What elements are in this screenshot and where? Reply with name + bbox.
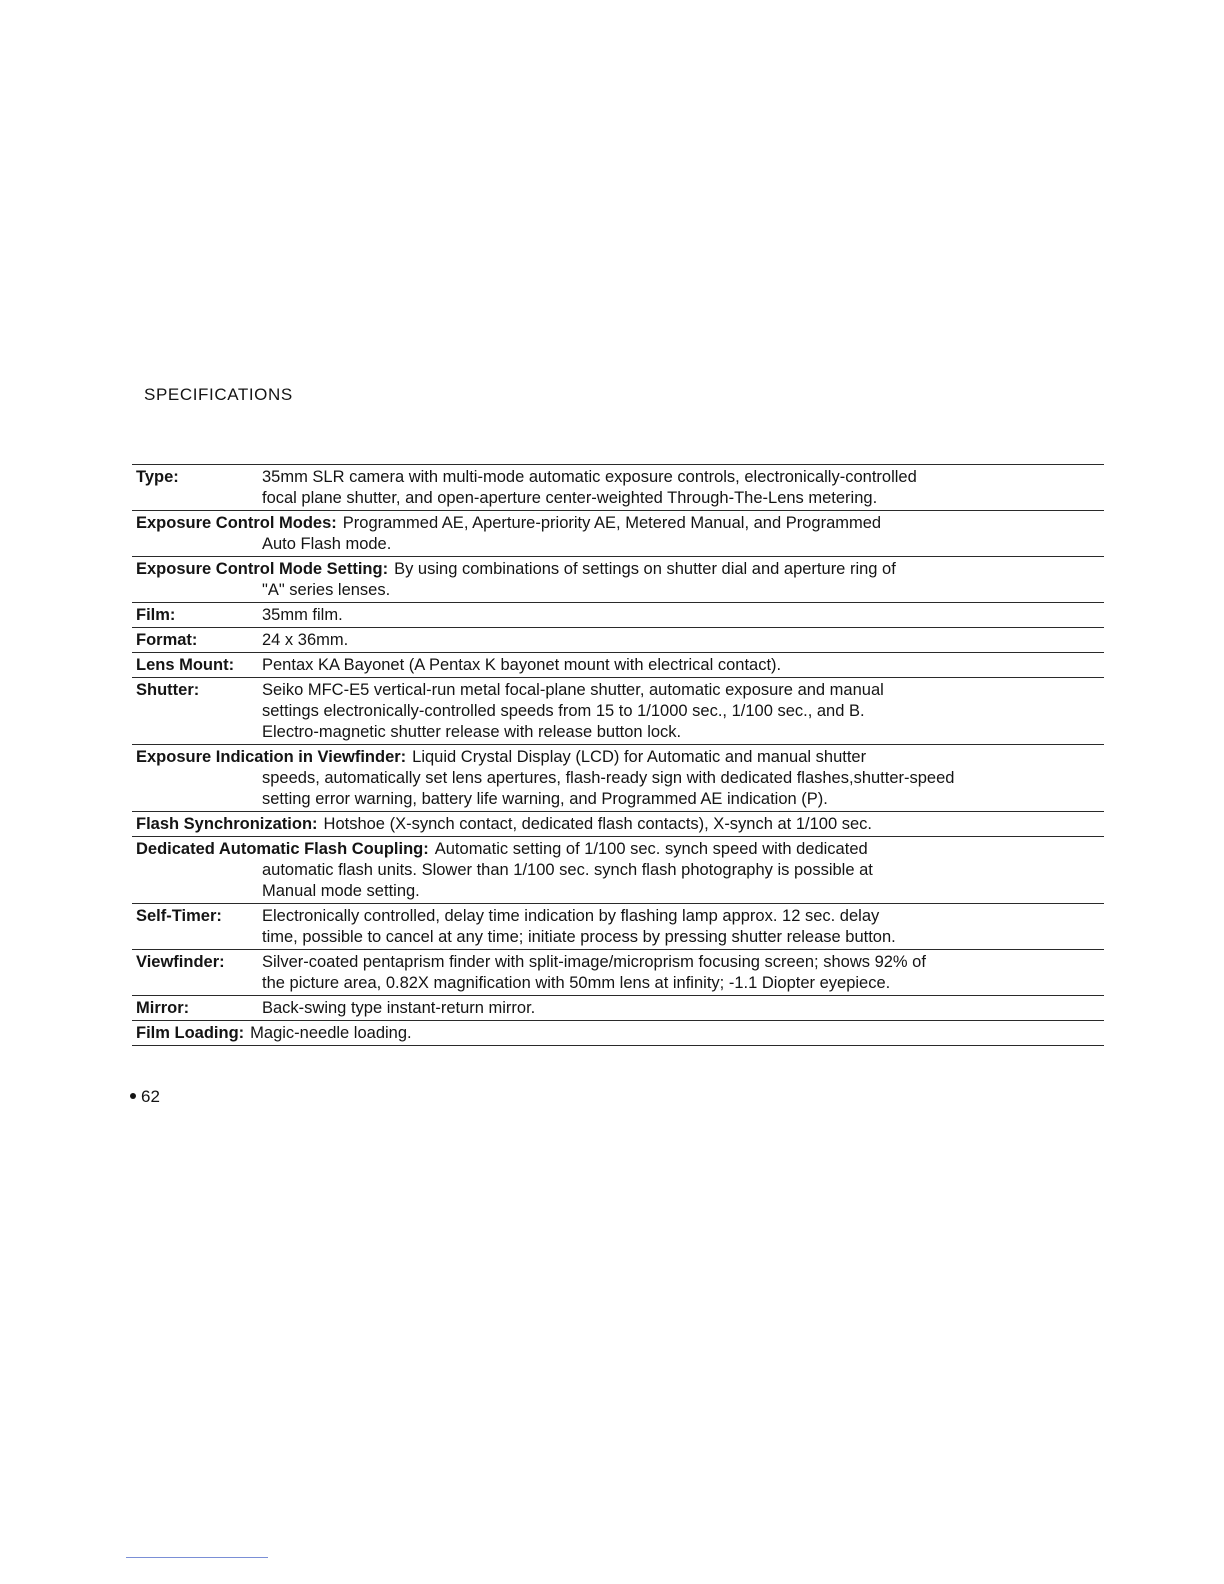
spec-row-flash-synchronization	[132, 811, 1104, 836]
spec-row-viewfinder	[132, 949, 1104, 995]
spec-text: Silver-coated pentaprism finder with split-image/microprism focusing screen; shows 92% of	[262, 953, 926, 971]
spec-label: Film Loading:	[136, 1024, 245, 1042]
spec-text: Auto Flash mode.	[262, 535, 392, 553]
spec-label: Dedicated Automatic Flash Coupling:	[136, 840, 429, 858]
bullet-icon	[130, 1093, 136, 1099]
spec-label: Mirror:	[136, 999, 190, 1017]
spec-row-film-loading	[132, 1020, 1104, 1046]
spec-text: Seiko MFC-E5 vertical-run metal focal-plane shutter, automatic exposure and manual	[262, 681, 884, 699]
spec-text: Hotshoe (X-synch contact, dedicated flash contacts), X-synch at 1/100 sec.	[323, 815, 872, 833]
spec-text: speeds, automatically set lens apertures, flash-ready sign with dedicated flashes,shutter-speed	[262, 769, 955, 787]
spec-text: Electronically controlled, delay time indication by flashing lamp approx. 12 sec. delay	[262, 907, 880, 925]
spec-text: 35mm film.	[262, 606, 343, 624]
spec-label: Self-Timer:	[136, 907, 222, 925]
spec-label: Exposure Control Mode Setting:	[136, 560, 389, 578]
spec-row-format	[132, 627, 1104, 652]
spec-label: Lens Mount:	[136, 656, 235, 674]
spec-row-shutter	[132, 677, 1104, 744]
spec-label: Type:	[136, 468, 179, 486]
bottom-divider	[126, 1557, 268, 1558]
spec-row-lens-mount	[132, 652, 1104, 677]
spec-text: Liquid Crystal Display (LCD) for Automatic and manual shutter	[412, 748, 867, 766]
spec-row-film	[132, 602, 1104, 627]
spec-text: Pentax KA Bayonet (A Pentax K bayonet mount with electrical contact).	[262, 656, 782, 674]
spec-text: Manual mode setting.	[262, 882, 420, 900]
spec-text: By using combinations of settings on shutter dial and aperture ring of	[394, 560, 896, 578]
spec-text: settings electronically-controlled speeds from 15 to 1/1000 sec., 1/100 sec., and B.	[262, 702, 865, 720]
spec-label: Exposure Indication in Viewfinder:	[136, 748, 407, 766]
spec-label: Viewfinder:	[136, 953, 225, 971]
spec-row-self-timer	[132, 903, 1104, 949]
spec-row-exposure-control-mode-setting	[132, 556, 1104, 602]
spec-text: 24 x 36mm.	[262, 631, 349, 649]
page-title: SPECIFICATIONS	[144, 385, 293, 404]
spec-text: the picture area, 0.82X magnification with 50mm lens at infinity; -1.1 Diopter eyepiece.	[262, 974, 891, 992]
spec-label: Shutter:	[136, 681, 200, 699]
page-number	[130, 1087, 160, 1107]
spec-row-exposure-control-modes	[132, 510, 1104, 556]
spec-row-type	[132, 464, 1104, 510]
spec-row-mirror	[132, 995, 1104, 1020]
spec-text: time, possible to cancel at any time; initiate process by pressing shutter release button.	[262, 928, 896, 946]
spec-text: automatic flash units. Slower than 1/100 sec. synch flash photography is possible at	[262, 861, 873, 879]
spec-label: Format:	[136, 631, 198, 649]
spec-text: "A" series lenses.	[262, 581, 391, 599]
spec-text: Back-swing type instant-return mirror.	[262, 999, 536, 1017]
spec-text: 35mm SLR camera with multi-mode automatic exposure controls, electronically-controlled	[262, 468, 917, 486]
spec-text: setting error warning, battery life warning, and Programmed AE indication (P).	[262, 790, 828, 808]
spec-text: focal plane shutter, and open-aperture center-weighted Through-The-Lens metering.	[262, 489, 878, 507]
spec-label: Flash Synchronization:	[136, 815, 318, 833]
spec-text: Programmed AE, Aperture-priority AE, Metered Manual, and Programmed	[342, 514, 882, 532]
spec-text: Magic-needle loading.	[250, 1024, 412, 1042]
spec-label: Film:	[136, 606, 176, 624]
spec-text: Automatic setting of 1/100 sec. synch speed with dedicated	[434, 840, 868, 858]
spec-table	[132, 464, 1104, 1046]
spec-row-exposure-indication	[132, 744, 1104, 811]
spec-text: Electro-magnetic shutter release with release button lock.	[262, 723, 682, 741]
spec-label: Exposure Control Modes:	[136, 514, 337, 532]
page-number-text: 62	[141, 1087, 160, 1106]
spec-row-dedicated-flash-coupling	[132, 836, 1104, 903]
